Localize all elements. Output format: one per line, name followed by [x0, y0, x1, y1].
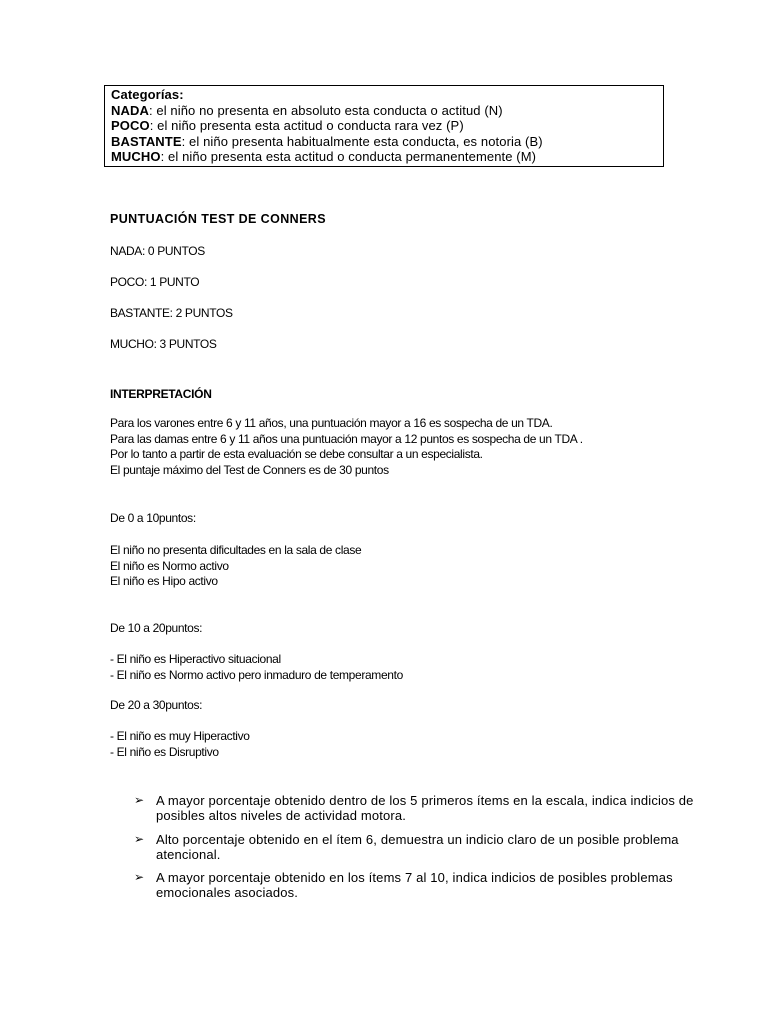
observation-item	[134, 793, 694, 824]
category-nada: NADA: el niño no presenta en absoluto esta conducta o actitud (N)	[111, 102, 503, 118]
observation-text: A mayor porcentaje obtenido dentro de los 5 primeros ítems en la escala, indica indicios de posibles altos niveles de actividad motora.	[156, 793, 694, 824]
observations-list	[134, 793, 694, 909]
score-nada: NADA: 0 PUNTOS	[110, 244, 205, 258]
range-line: - El niño es Disruptivo	[110, 744, 219, 759]
range-line: - El niño es Normo activo pero inmaduro de temperamento	[110, 667, 403, 682]
arrow-bullet-icon: ➢	[134, 793, 145, 807]
categories-title: Categorías:	[111, 87, 184, 102]
categories-box	[104, 85, 664, 167]
range-line: El niño es Hipo activo	[110, 574, 218, 589]
arrow-bullet-icon: ➢	[134, 870, 145, 885]
observation-text: A mayor porcentaje obtenido en los ítems 7 al 10, indica indicios de posibles problemas emocionales asociados.	[156, 870, 673, 901]
score-bastante: BASTANTE: 2 PUNTOS	[110, 306, 233, 320]
observation-item	[134, 870, 694, 901]
paragraph-line: Para los varones entre 6 y 11 años, una puntuación mayor a 16 es sospecha de un TDA.	[110, 416, 553, 430]
paragraph-line: El puntaje máximo del Test de Conners es de 30 puntos	[110, 462, 389, 477]
range-line: - El niño es muy Hiperactivo	[110, 729, 250, 743]
score-mucho: MUCHO: 3 PUNTOS	[110, 337, 217, 351]
range-line: El niño es Normo activo	[110, 558, 229, 573]
category-mucho: MUCHO: el niño presenta esta actitud o conducta permanentemente (M)	[111, 149, 537, 164]
scoring-title: PUNTUACIÓN TEST DE CONNERS	[110, 212, 326, 226]
range-10-20-heading: De 10 a 20puntos:	[110, 621, 203, 635]
category-bastante: BASTANTE: el niño presenta habitualmente esta conducta, es notoria (B)	[111, 133, 543, 149]
range-20-30-heading: De 20 a 30puntos:	[110, 698, 203, 712]
paragraph-line: Por lo tanto a partir de esta evaluación se debe consultar a un especialista.	[110, 447, 483, 462]
interpretation-paragraph	[110, 416, 583, 478]
paragraph-line: Para las damas entre 6 y 11 años una puntuación mayor a 12 puntos es sospecha de un TDA .	[110, 431, 583, 446]
range-0-10-heading: De 0 a 10puntos:	[110, 511, 196, 525]
score-poco: POCO: 1 PUNTO	[110, 275, 200, 289]
observation-item	[134, 832, 694, 863]
arrow-bullet-icon: ➢	[134, 831, 145, 846]
range-20-30-list	[110, 729, 250, 760]
range-0-10-list	[110, 543, 361, 590]
observation-text: Alto porcentaje obtenido en el ítem 6, demuestra un indicio claro de un posible problema atencional.	[156, 831, 679, 862]
range-line: El niño no presenta dificultades en la sala de clase	[110, 543, 362, 557]
range-10-20-list	[110, 652, 403, 683]
range-line: - El niño es Hiperactivo situacional	[110, 652, 281, 666]
category-poco: POCO: el niño presenta esta actitud o conducta rara vez (P)	[111, 118, 464, 133]
interpretation-title: INTERPRETACIÓN	[110, 387, 212, 401]
